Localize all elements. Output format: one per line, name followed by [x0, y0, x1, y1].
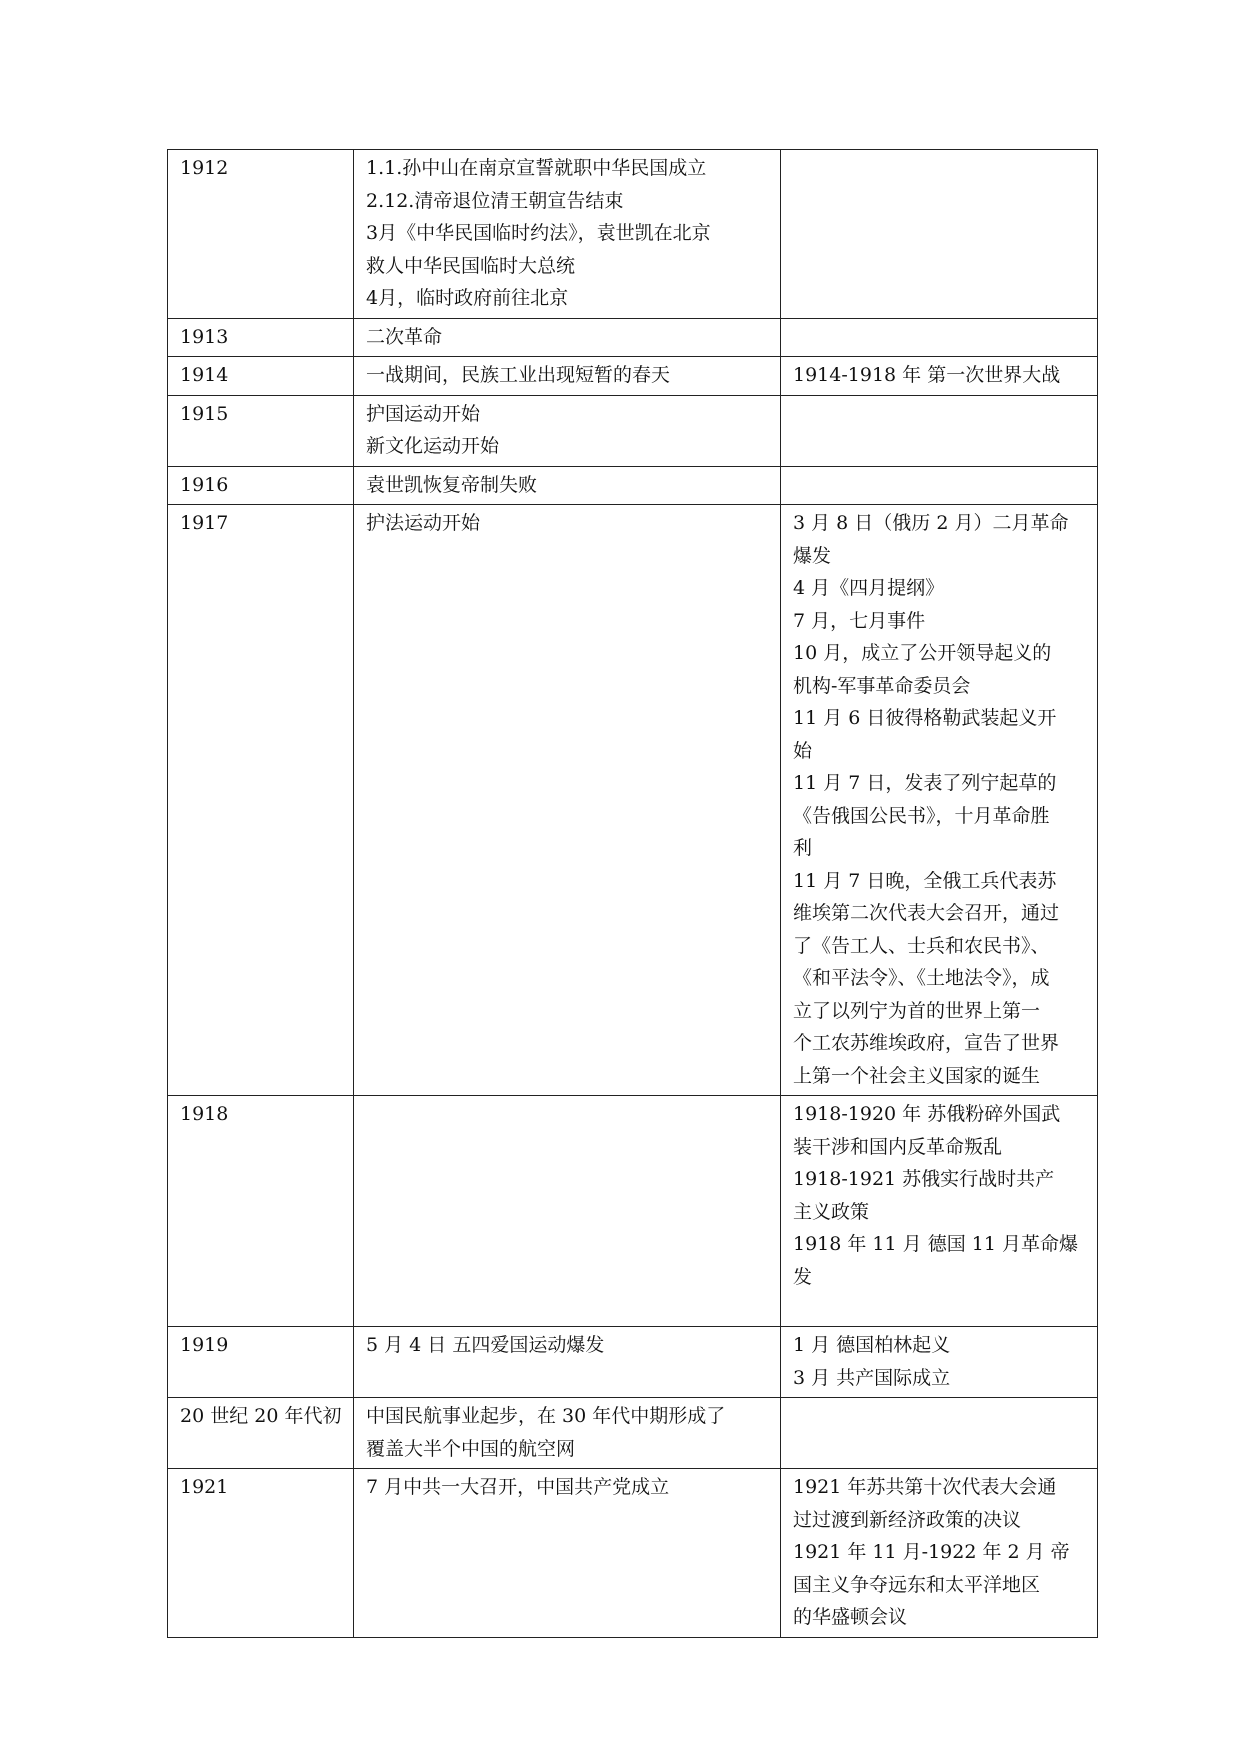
- world-events-cell: [781, 150, 1098, 319]
- timeline-row: [168, 1398, 1098, 1469]
- world-events-cell: [781, 395, 1098, 466]
- timeline-row: [168, 1096, 1098, 1327]
- china-event-line: 7 月中共一大召开，中国共产党成立: [366, 1476, 670, 1498]
- timeline-row: [168, 318, 1098, 357]
- china-event-line: 袁世凯恢复帝制失败: [366, 473, 538, 496]
- china-events-cell: [354, 466, 781, 505]
- world-event-line: 10 月，成立了公开领导起义的: [793, 642, 1052, 664]
- world-event-line: 《和平法令》、《土地法令》，成: [793, 967, 1050, 989]
- world-event-line: 1914-1918 年 第一次世界大战: [793, 364, 1061, 386]
- world-event-line: 11 月 7 日，发表了列宁起草的: [793, 772, 1057, 794]
- china-events-cell: [354, 150, 781, 319]
- year-label: 1914: [180, 364, 229, 386]
- world-event-line: 11 月 7 日晚，全俄工兵代表苏: [793, 869, 1057, 892]
- world-event-line: 3 月 共产国际成立: [793, 1366, 951, 1389]
- world-event-line: 过过渡到新经济政策的决议: [793, 1508, 1022, 1531]
- china-event-line: 护法运动开始: [366, 512, 481, 534]
- timeline-row: [168, 150, 1098, 319]
- timeline-row: [168, 357, 1098, 396]
- world-events-cell: [781, 357, 1098, 396]
- year-label: 1913: [180, 325, 229, 348]
- world-event-line: 了《告工人、士兵和农民书》、: [793, 934, 1050, 957]
- world-events-cell: [781, 466, 1098, 505]
- world-events-cell: [781, 1398, 1098, 1469]
- world-events-cell: [781, 505, 1098, 1096]
- world-event-line: 发: [793, 1265, 813, 1288]
- china-events-cell: [354, 1096, 781, 1327]
- world-event-line: 上第一个社会主义国家的诞生: [793, 1064, 1041, 1087]
- timeline-row: [168, 505, 1098, 1096]
- year-label: 1916: [180, 473, 229, 496]
- china-event-line: 1.1.孙中山在南京宣誓就职中华民国成立: [366, 157, 707, 179]
- cell-spacer: [793, 1293, 1089, 1323]
- year-label: 1917: [180, 512, 229, 534]
- china-event-line: 覆盖大半个中国的航空网: [366, 1437, 576, 1460]
- china-events-cell: [354, 1398, 781, 1469]
- china-events-cell: [354, 357, 781, 396]
- timeline-table: [167, 149, 1098, 1638]
- china-events-cell: [354, 318, 781, 357]
- year-label: 1912: [180, 157, 229, 179]
- world-event-line: 1918-1921 苏俄实行战时共产: [793, 1168, 1055, 1190]
- timeline-row: [168, 395, 1098, 466]
- world-event-line: 机构-军事革命委员会: [793, 674, 971, 697]
- china-event-line: 新文化运动开始: [366, 435, 500, 457]
- world-event-line: 11 月 6 日彼得格勒武装起义开: [793, 707, 1057, 729]
- world-event-line: 《告俄国公民书》，十月革命胜: [793, 804, 1050, 827]
- world-events-cell: [781, 1327, 1098, 1398]
- year-label: 1915: [180, 402, 229, 425]
- china-events-cell: [354, 395, 781, 466]
- world-event-line: 始: [793, 739, 813, 762]
- world-event-line: 4 月《四月提纲》: [793, 577, 945, 599]
- year-cell: [168, 150, 354, 319]
- year-cell: [168, 318, 354, 357]
- world-event-line: 的华盛顿会议: [793, 1606, 908, 1628]
- year-cell: [168, 395, 354, 466]
- world-event-line: 立了以列宁为首的世界上第一: [793, 999, 1041, 1022]
- year-cell: [168, 1327, 354, 1398]
- china-event-line: 3月《中华民国临时约法》，袁世凯在北京: [366, 222, 711, 244]
- china-events-cell: [354, 1469, 781, 1638]
- china-event-line: 救人中华民国临时大总统: [366, 254, 576, 277]
- timeline-row: [168, 1327, 1098, 1398]
- world-events-cell: [781, 318, 1098, 357]
- year-cell: [168, 357, 354, 396]
- china-events-cell: [354, 505, 781, 1096]
- world-event-line: 维埃第二次代表大会召开，通过: [793, 902, 1060, 924]
- timeline-body: [168, 150, 1098, 1638]
- world-event-line: 3 月 8 日（俄历 2 月）二月革命: [793, 512, 1069, 534]
- year-label: 20 世纪 20 年代初: [180, 1405, 342, 1427]
- world-event-line: 利: [793, 837, 813, 859]
- china-event-line: 5 月 4 日 五四爱国运动爆发: [366, 1334, 605, 1356]
- world-event-line: 7 月，七月事件: [793, 609, 926, 632]
- year-label: 1918: [180, 1103, 229, 1125]
- world-event-line: 1921 年 11 月-1922 年 2 月 帝: [793, 1541, 1070, 1563]
- world-events-cell: [781, 1096, 1098, 1327]
- year-cell: [168, 1398, 354, 1469]
- world-event-line: 1918 年 11 月 德国 11 月革命爆: [793, 1233, 1078, 1255]
- timeline-row: [168, 1469, 1098, 1638]
- year-cell: [168, 466, 354, 505]
- world-event-line: 1 月 德国柏林起义: [793, 1334, 951, 1356]
- world-event-line: 主义政策: [793, 1200, 870, 1223]
- year-cell: [168, 1469, 354, 1638]
- china-event-line: 4月，临时政府前往北京: [366, 287, 569, 309]
- world-event-line: 1918-1920 年 苏俄粉碎外国武: [793, 1103, 1061, 1125]
- china-event-line: 一战期间，民族工业出现短暂的春天: [366, 364, 671, 386]
- world-event-line: 国主义争夺远东和太平洋地区: [793, 1573, 1041, 1596]
- timeline-row: [168, 466, 1098, 505]
- world-event-line: 1921 年苏共第十次代表大会通: [793, 1476, 1057, 1498]
- year-cell: [168, 1096, 354, 1327]
- china-event-line: 中国民航事业起步，在 30 年代中期形成了: [366, 1405, 726, 1427]
- china-event-line: 二次革命: [366, 325, 443, 348]
- china-events-cell: [354, 1327, 781, 1398]
- china-event-line: 护国运动开始: [366, 402, 481, 425]
- year-cell: [168, 505, 354, 1096]
- year-label: 1921: [180, 1476, 229, 1498]
- world-event-line: 爆发: [793, 544, 832, 567]
- china-event-line: 2.12.清帝退位清王朝宣告结束: [366, 189, 624, 212]
- year-label: 1919: [180, 1334, 229, 1356]
- world-events-cell: [781, 1469, 1098, 1638]
- world-event-line: 个工农苏维埃政府，宣告了世界: [793, 1032, 1060, 1054]
- world-event-line: 装干涉和国内反革命叛乱: [793, 1135, 1003, 1158]
